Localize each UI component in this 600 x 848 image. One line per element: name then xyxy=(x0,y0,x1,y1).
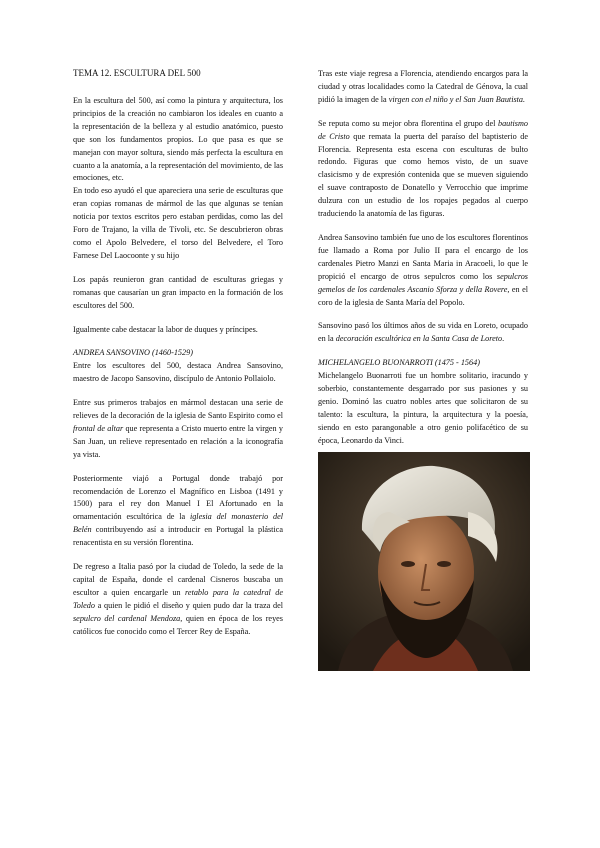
text: , quien en época de los reyes católicos fue conocido como el Tercer Rey de España. xyxy=(73,613,283,636)
paragraph-loreto xyxy=(318,320,528,346)
right-column xyxy=(318,68,528,671)
text: Tras este viaje regresa a Florencia, atendiendo encargos para la ciudad y otras localidades como la Catedral de Génova, la cual pidió la imagen de la xyxy=(318,69,528,104)
text: Sansovino pasó los últimos años de su vida en Loreto, ocupado en la xyxy=(318,321,528,344)
emphasis-sepulcro-mendoza: sepulcro del cardenal Mendoza xyxy=(73,613,181,623)
paragraph-michelangelo: Michelangelo Buonarroti fue un hombre solitario, iracundo y soberbio, constantemente desgarrado por sus pasiones y su genio. Dominó las cuatro nobles artes que solicitaron de su talento: la escultura, la pintura, la arquitectura y la poesía, siendo en esto parangonable a otro genio polifacético de su época, Leonardo da Vinci. xyxy=(318,371,528,445)
paragraph-toledo xyxy=(73,561,283,638)
paragraph-roman-copies: En todo eso ayudó el que apareciera una serie de esculturas que eran copias romanas de mármol de las que algunas se tenían noticia por textos escritos pero estaban perdidas, como las del Foro de Trajano, la villa de Tívoli, etc. Se descubrieron obras como el Apolo Belvedere, el torso del Belvedere, el Toro Farnese Del Laocoonte y su hijo xyxy=(73,186,283,260)
emphasis-sepulcros-gemelos: sepulcros gemelos de los cardenales Ascanio Sforza y della Rovere xyxy=(318,271,528,294)
page-title: TEMA 12. ESCULTURA DEL 500 xyxy=(73,68,201,78)
paragraph-rome xyxy=(318,232,528,309)
emphasis-iglesia-belen: iglesia del monasterio del Belén xyxy=(73,512,284,535)
emphasis-bautismo-cristo: bautismo de Cristo xyxy=(318,118,528,141)
text: Se reputa como su mejor obra florentina el grupo del xyxy=(318,118,498,128)
emphasis-frontal-de-altar: frontal de altar xyxy=(73,423,124,433)
michelangelo-portrait-image xyxy=(318,452,530,671)
text: que remata la puerta del paraíso del baptisterio de Florencia. Representa esta escena con esculturas de bulto redondo. Figuras que como hemos visto, de un suave clasicismo y de expresión contenida que se mueven siguiendo el suave contraposto de Donatello y Verrocchio que imprime dulzura con un estudio de los ropajes pegados al cuerpo traduciendo la anatomía de las figuras. xyxy=(318,131,528,219)
text: . xyxy=(502,334,505,344)
paragraph-bautismo xyxy=(318,118,528,221)
paragraph-portugal xyxy=(73,473,283,550)
paragraph-dukes: Igualmente cabe destacar la labor de duques y príncipes. xyxy=(73,324,258,334)
emphasis-santa-casa-loreto: decoración escultórica en la Santa Casa de Loreto xyxy=(335,334,503,344)
paragraph-first-works xyxy=(73,397,283,462)
text: De regreso a Italia pasó por la ciudad de Toledo, la sede de la capital de España, donde el cardenal Cisneros buscaba un escultor a quien encargarle un xyxy=(73,562,283,597)
paragraph-intro: En la escultura del 500, así como la pintura y arquitectura, los principios de la creación no cambiaron los ideales en cuanto a la representación de la belleza y al estudio anatómico, puesto que son los fundamentos propios. Lo que pasa es que se manejan con mayor soltura, siendo más perfecta la escultura en cuanto a la anatomía, a la representación del movimiento, de las emociones, etc. xyxy=(73,96,283,183)
text: Entre sus primeros trabajos en mármol destacan una serie de relieves de la decoración de la iglesia de Santo Espirito como el xyxy=(73,398,283,421)
emphasis-virgen-nino: virgen con el niño y el San Juan Bautista. xyxy=(388,94,526,104)
heading-michelangelo: MICHELANGELO BUONARROTI (1475 - 1564) xyxy=(318,358,480,368)
heading-andrea-sansovino: ANDREA SANSOVINO (1460-1529) xyxy=(73,348,193,358)
paragraph-sansovino-intro: Entre los escultores del 500, destaca Andrea Sansovino, maestro de Jacopo Sansovino, discípulo de Antonio Pollaiolo. xyxy=(73,361,283,384)
text: Andrea Sansovino también fue uno de los escultores florentinos fue llamado a Roma por Julio II para el encargo de los cardenales Pietro Manzi en Santa Maria in Aracoeli, lo que le propició el encargo de otros sepulcros como los xyxy=(318,232,528,281)
paragraph-popes: Los papás reunieron gran cantidad de esculturas griegas y romanas que causarían un gran impacto en la formación de los escultores del 500. xyxy=(73,274,283,310)
emphasis-retablo-toledo: retablo para la catedral de Toledo xyxy=(73,587,283,610)
paragraph-florence-return xyxy=(318,68,528,107)
text: , en el coro de la iglesia de Santa María del Popolo. xyxy=(318,284,528,307)
text: a quien le pidió el diseño y quien pudo dar la traza del xyxy=(95,600,283,610)
text: que representa a Cristo muerto entre la virgen y San Juan, un relieve representado en relación a la iconografía ya vista. xyxy=(73,423,283,459)
text: contribuyendo así a introducir en Portugal la plástica renacentista en su versión florentina. xyxy=(73,525,283,548)
left-column xyxy=(73,68,283,650)
text: Posteriormente viajó a Portugal donde trabajó por recomendación de Lorenzo el Magnífico en Lisboa (1491 y 1500) para el rey don Manuel I El Afortunado en la ornamentación escultórica de la xyxy=(73,473,283,522)
portrait-illustration xyxy=(318,452,530,671)
